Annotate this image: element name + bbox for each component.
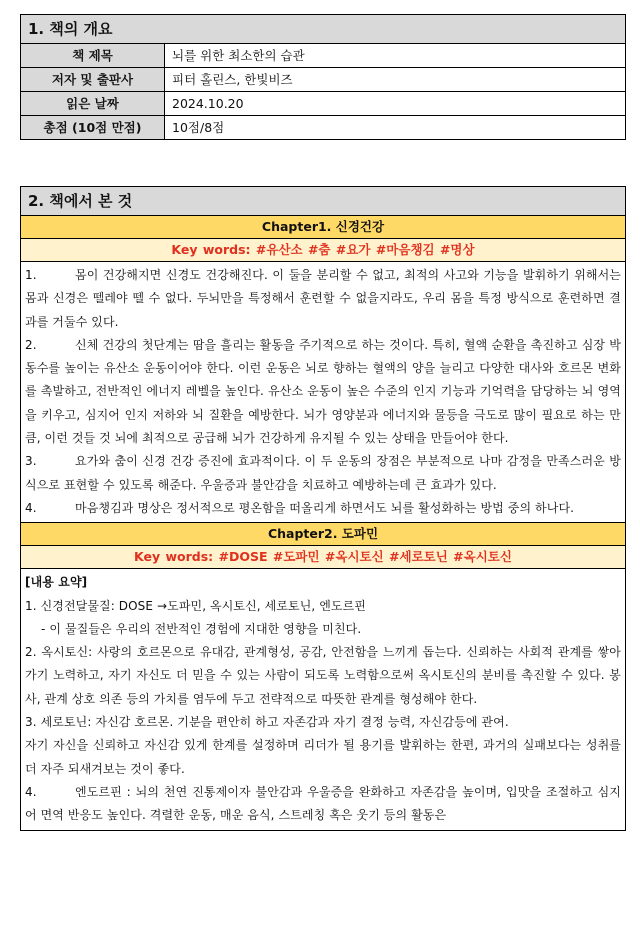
chapter1-body [21,262,625,523]
summary-line: - 이 물질들은 우리의 전반적인 경험에 지대한 영향을 미친다. [41,621,362,636]
notes-title: 2. 책에서 본 것 [21,187,625,216]
label-book-title: 책 제목 [21,44,165,67]
value-read-date: 2024.10.20 [172,96,244,111]
label-author: 저자 및 출판사 [21,68,165,91]
summary-line: 자기 자신을 신뢰하고 자신감 있게 한계를 설정하며 리더가 될 용기를 발휘하는 한편, 과거의 실패보다는 성취를 더 자주 되새겨보는 것이 좋다. [25,738,621,776]
overview-row-title [21,44,625,68]
chapter1-paragraph: 2. 신체 건강의 첫단계는 땀을 흘리는 활동을 주기적으로 하는 것이다. 특히, 혈액 순환을 촉진하고 심장 박동수를 높이는 유산소 운동이어야 한다. 이런 운동은 뇌로 향하는 혈액의 양을 늘리고 다양한 대사와 호르몬 변화를 촉발하고, 전반적인 에너지 레벨을 높인다. 유산소 운동이 높은 수준의 인지 기능과 기억력을 담당하는 뇌 영역을 키우고, 심지어 인지 저하와 뇌 질환을 예방한다. 뇌가 영양분과 에너지와 물등을 극도로 많이 필요로 하는 만큼, 이런 것들 것 뇌에 최적으로 공급해 뇌가 건강하게 유지될 수 있는 상태을 만들어야 한다. [25,337,621,446]
chapter2-keywords: Key words: #DOSE #도파민 #옥시토신 #세로토닌 #옥시토신 [21,546,625,569]
overview-row-score [21,116,625,139]
chapter2-title: Chapter2. 도파민 [21,523,625,546]
value-score: 10점/8점 [172,120,225,135]
summary-line: 3. 세로토닌: 자신감 호르몬. 기분을 편안히 하고 자존감과 자기 결정 능력, 자신감등에 관여. [25,715,509,730]
value-book-title: 뇌를 위한 최소한의 습관 [172,48,305,63]
chapter1-keywords: Key words: #유산소 #춤 #요가 #마음챙김 #명상 [21,239,625,262]
chapter1-paragraph: 1. 몸이 건강해지면 신경도 건강해진다. 이 둘을 분리할 수 없고, 최적의 사고와 기능을 발휘하기 위해서는 몸과 신경은 뗄레야 뗄 수 없다. 두뇌만을 특정해서 훈련할 수 없을지라도, 우리 몸을 특정 방식으로 훈련하면 결과를 거둘수 있다. [25,268,621,329]
overview-row-author [21,68,625,92]
summary-line: 2. 옥시토신: 사랑의 호르몬으로 유대감, 관계형성, 공감, 안전함을 느끼게 돕는다. 신뢰하는 사회적 관계를 쌓아가기 노력하고, 자기 자신도 더 믿을 수 있는 사람이 되도록 노력함으로써 옥시토신의 분비를 촉진할 수 있다. 봉사, 관계 상호 의존 등의 가치를 염두에 두고 전략적으로 따뜻한 관계를 형성해야 한다. [25,645,621,706]
summary-label: [내용 요약] [25,575,88,590]
overview-table [20,14,626,140]
overview-title: 1. 책의 개요 [21,15,625,44]
overview-row-date [21,92,625,116]
chapter1-title: Chapter1. 신경건강 [21,216,625,239]
label-read-date: 읽은 날짜 [21,92,165,115]
notes-table [20,186,626,831]
label-score: 총점 (10점 만점) [21,116,165,139]
chapter1-paragraph: 3. 요가와 춤이 신경 건강 증진에 효과적이다. 이 두 운동의 장점은 부분적으로 나마 감정을 만족스러운 방식으로 표현할 수 있도록 해준다. 우울증과 불안감을 치료하고 예방하는데 큰 효과가 있다. [25,454,621,492]
chapter2-body [21,569,625,829]
value-author: 피터 홀린스, 한빛비즈 [172,72,293,87]
summary-line: 4. 엔도르핀 : 뇌의 천연 진통제이자 불안감과 우울증을 완화하고 자존감을 높이며, 입맛을 조절하고 심지어 면역 반응도 높인다. 격렬한 운동, 매운 음식, 스트레칭 혹은 웃기 등의 활동은 [25,784,621,823]
chapter1-paragraph: 4. 마음챙김과 명상은 정서적으로 평온함을 떠올리게 하면서도 뇌를 활성화하는 방법 중의 하나다. [25,500,575,515]
summary-line: 1. 신경전달물질: DOSE →도파민, 옥시토신, 세로토닌, 엔도르핀 [25,598,366,613]
